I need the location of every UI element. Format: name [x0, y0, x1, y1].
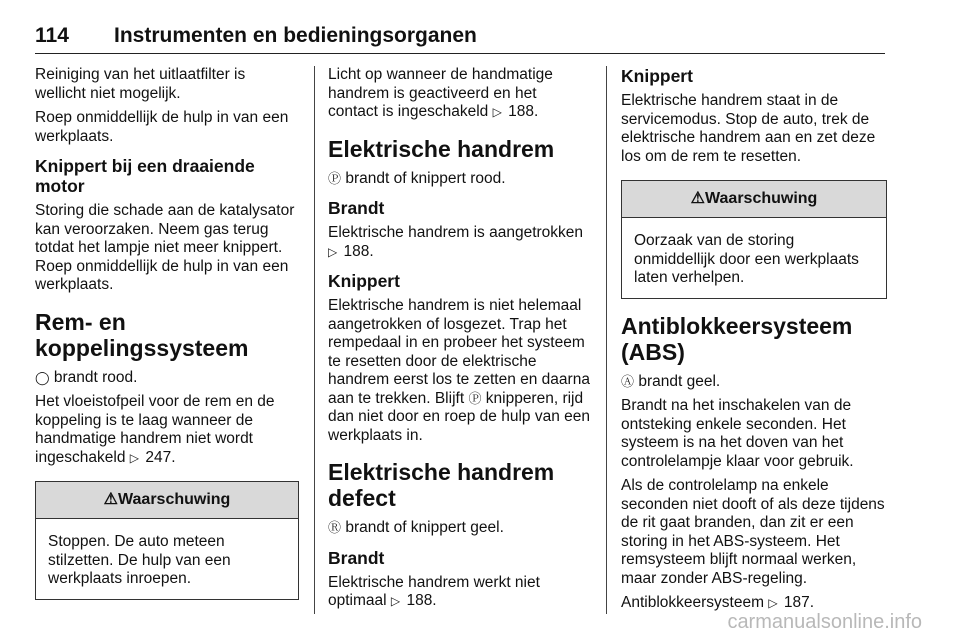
section-heading-abs: Antiblokkeersysteem (ABS) [621, 312, 853, 365]
warning-box [35, 481, 299, 600]
page-reference[interactable]: 187. [779, 594, 815, 611]
brake-warning-icon: ◯ [35, 369, 50, 385]
subheading-blink: Knippert bij een draaiende motor [35, 156, 255, 196]
page-reference[interactable]: 247. [141, 448, 176, 466]
page-ref-icon: ▷ [129, 450, 140, 465]
page-ref-icon: ▷ [768, 596, 778, 610]
column-3 [621, 66, 887, 619]
parking-brake-icon: Ⓟ [328, 170, 342, 186]
warning-header: ⚠Waarschuwing [36, 482, 298, 519]
paragraph: Ⓟ brandt of knippert rood. [328, 169, 506, 187]
running-title: Instrumenten en bedieningsorganen [114, 24, 477, 47]
subheading-brandt: Brandt [328, 198, 385, 218]
page-ref-icon: ▷ [390, 594, 401, 608]
parking-brake-icon: Ⓟ [468, 390, 482, 406]
page-header [35, 24, 885, 54]
section-heading-epb-defect: Elektrische handrem defect [328, 459, 555, 511]
paragraph: Ⓐ brandt geel. [621, 372, 721, 390]
warning-triangle-icon: ⚠ [103, 491, 119, 508]
paragraph: Elektrische handrem is aangetrokken ▷ 188. [328, 224, 584, 260]
paragraph: Licht op wanneer de handmatige handrem is geactiveerd en het contact is ingeschakeld ▷ 188. [328, 66, 553, 120]
paragraph: Reiniging van het uitlaatfilter is wellicht niet mogelijk. [35, 66, 246, 102]
page-number: 114 [35, 24, 69, 47]
paragraph: Het vloeistofpeil voor de rem en de koppeling is te laag wanneer de handmatige handrem niet wordt ingeschakeld ▷ 247. [35, 393, 275, 466]
paragraph: Antiblokkeersysteem ▷ 187. [621, 594, 815, 611]
paragraph: Elektrische handrem werkt niet optimaal ▷ 188. [328, 573, 540, 609]
page-ref-icon: ▷ [492, 105, 502, 119]
paragraph: Brandt na het inschakelen van de ontsteking enkele seconden. Het systeem is na het doven van het controlelampje klaar voor gebruik. [621, 397, 854, 470]
section-heading-epb: Elektrische handrem [328, 135, 555, 162]
watermark: carmanualsonline.info [727, 611, 922, 633]
subheading-knippert: Knippert [621, 66, 693, 86]
subheading-knippert: Knippert [328, 271, 400, 291]
column-1 [35, 66, 299, 610]
page-reference[interactable]: 188. [503, 103, 539, 120]
paragraph: Elektrische handrem staat in de servicemodus. Stop de auto, trek de elektrische handrem aan en zet deze los om de rem te resetten. [621, 92, 876, 165]
warning-box [621, 180, 887, 299]
header-rule [35, 53, 885, 54]
column-divider [606, 66, 607, 614]
warning-triangle-icon: ⚠ [690, 190, 706, 207]
paragraph: Roep onmiddellijk de hulp in van een werkplaats. [35, 109, 289, 145]
warning-text: Oorzaak van de storing onmiddellijk door een werkplaats laten verhelpen. [634, 232, 859, 286]
column-divider [314, 66, 315, 614]
paragraph: Elektrische handrem is niet helemaal aangetrokken of losgezet. Trap het rempedaal in en probeer het systeem te resetten door de elektrische handrem eerst los te zetten en daarna aan te trekken. Blijft Ⓟ knipperen, rijd dan niet door en roep de hulp van een werkplaats in. [328, 297, 590, 444]
subheading-brandt: Brandt [328, 547, 385, 568]
paragraph: Ⓡ brandt of knippert geel. [328, 519, 504, 536]
page-reference[interactable]: 188. [402, 592, 437, 609]
column-2 [328, 66, 590, 617]
abs-icon: Ⓐ [621, 373, 635, 389]
brake-fault-icon: Ⓡ [328, 520, 342, 535]
paragraph: Als de controlelamp na enkele seconden niet dooft of als deze tijdens de rit gaat branden, dan zit er een storing in het ABS-systeem. Het remsysteem blijft normaal werken, maar zonder ABS-regeling. [621, 477, 885, 587]
warning-text: Stoppen. De auto meteen stilzetten. De hulp van een werkplaats inroepen. [48, 533, 231, 587]
page-reference[interactable]: 188. [339, 242, 374, 260]
warning-header: ⚠Waarschuwing [622, 181, 886, 218]
paragraph: Storing die schade aan de katalysator kan veroorzaken. Neem gas terug totdat het lampje niet meer knippert. Roep onmiddellijk de hulp in van een werkplaats. [35, 202, 295, 293]
paragraph: ◯ brandt rood. [35, 368, 138, 386]
section-heading-brake: Rem- en koppelingssysteem [35, 308, 249, 361]
page-ref-icon: ▷ [328, 244, 338, 259]
